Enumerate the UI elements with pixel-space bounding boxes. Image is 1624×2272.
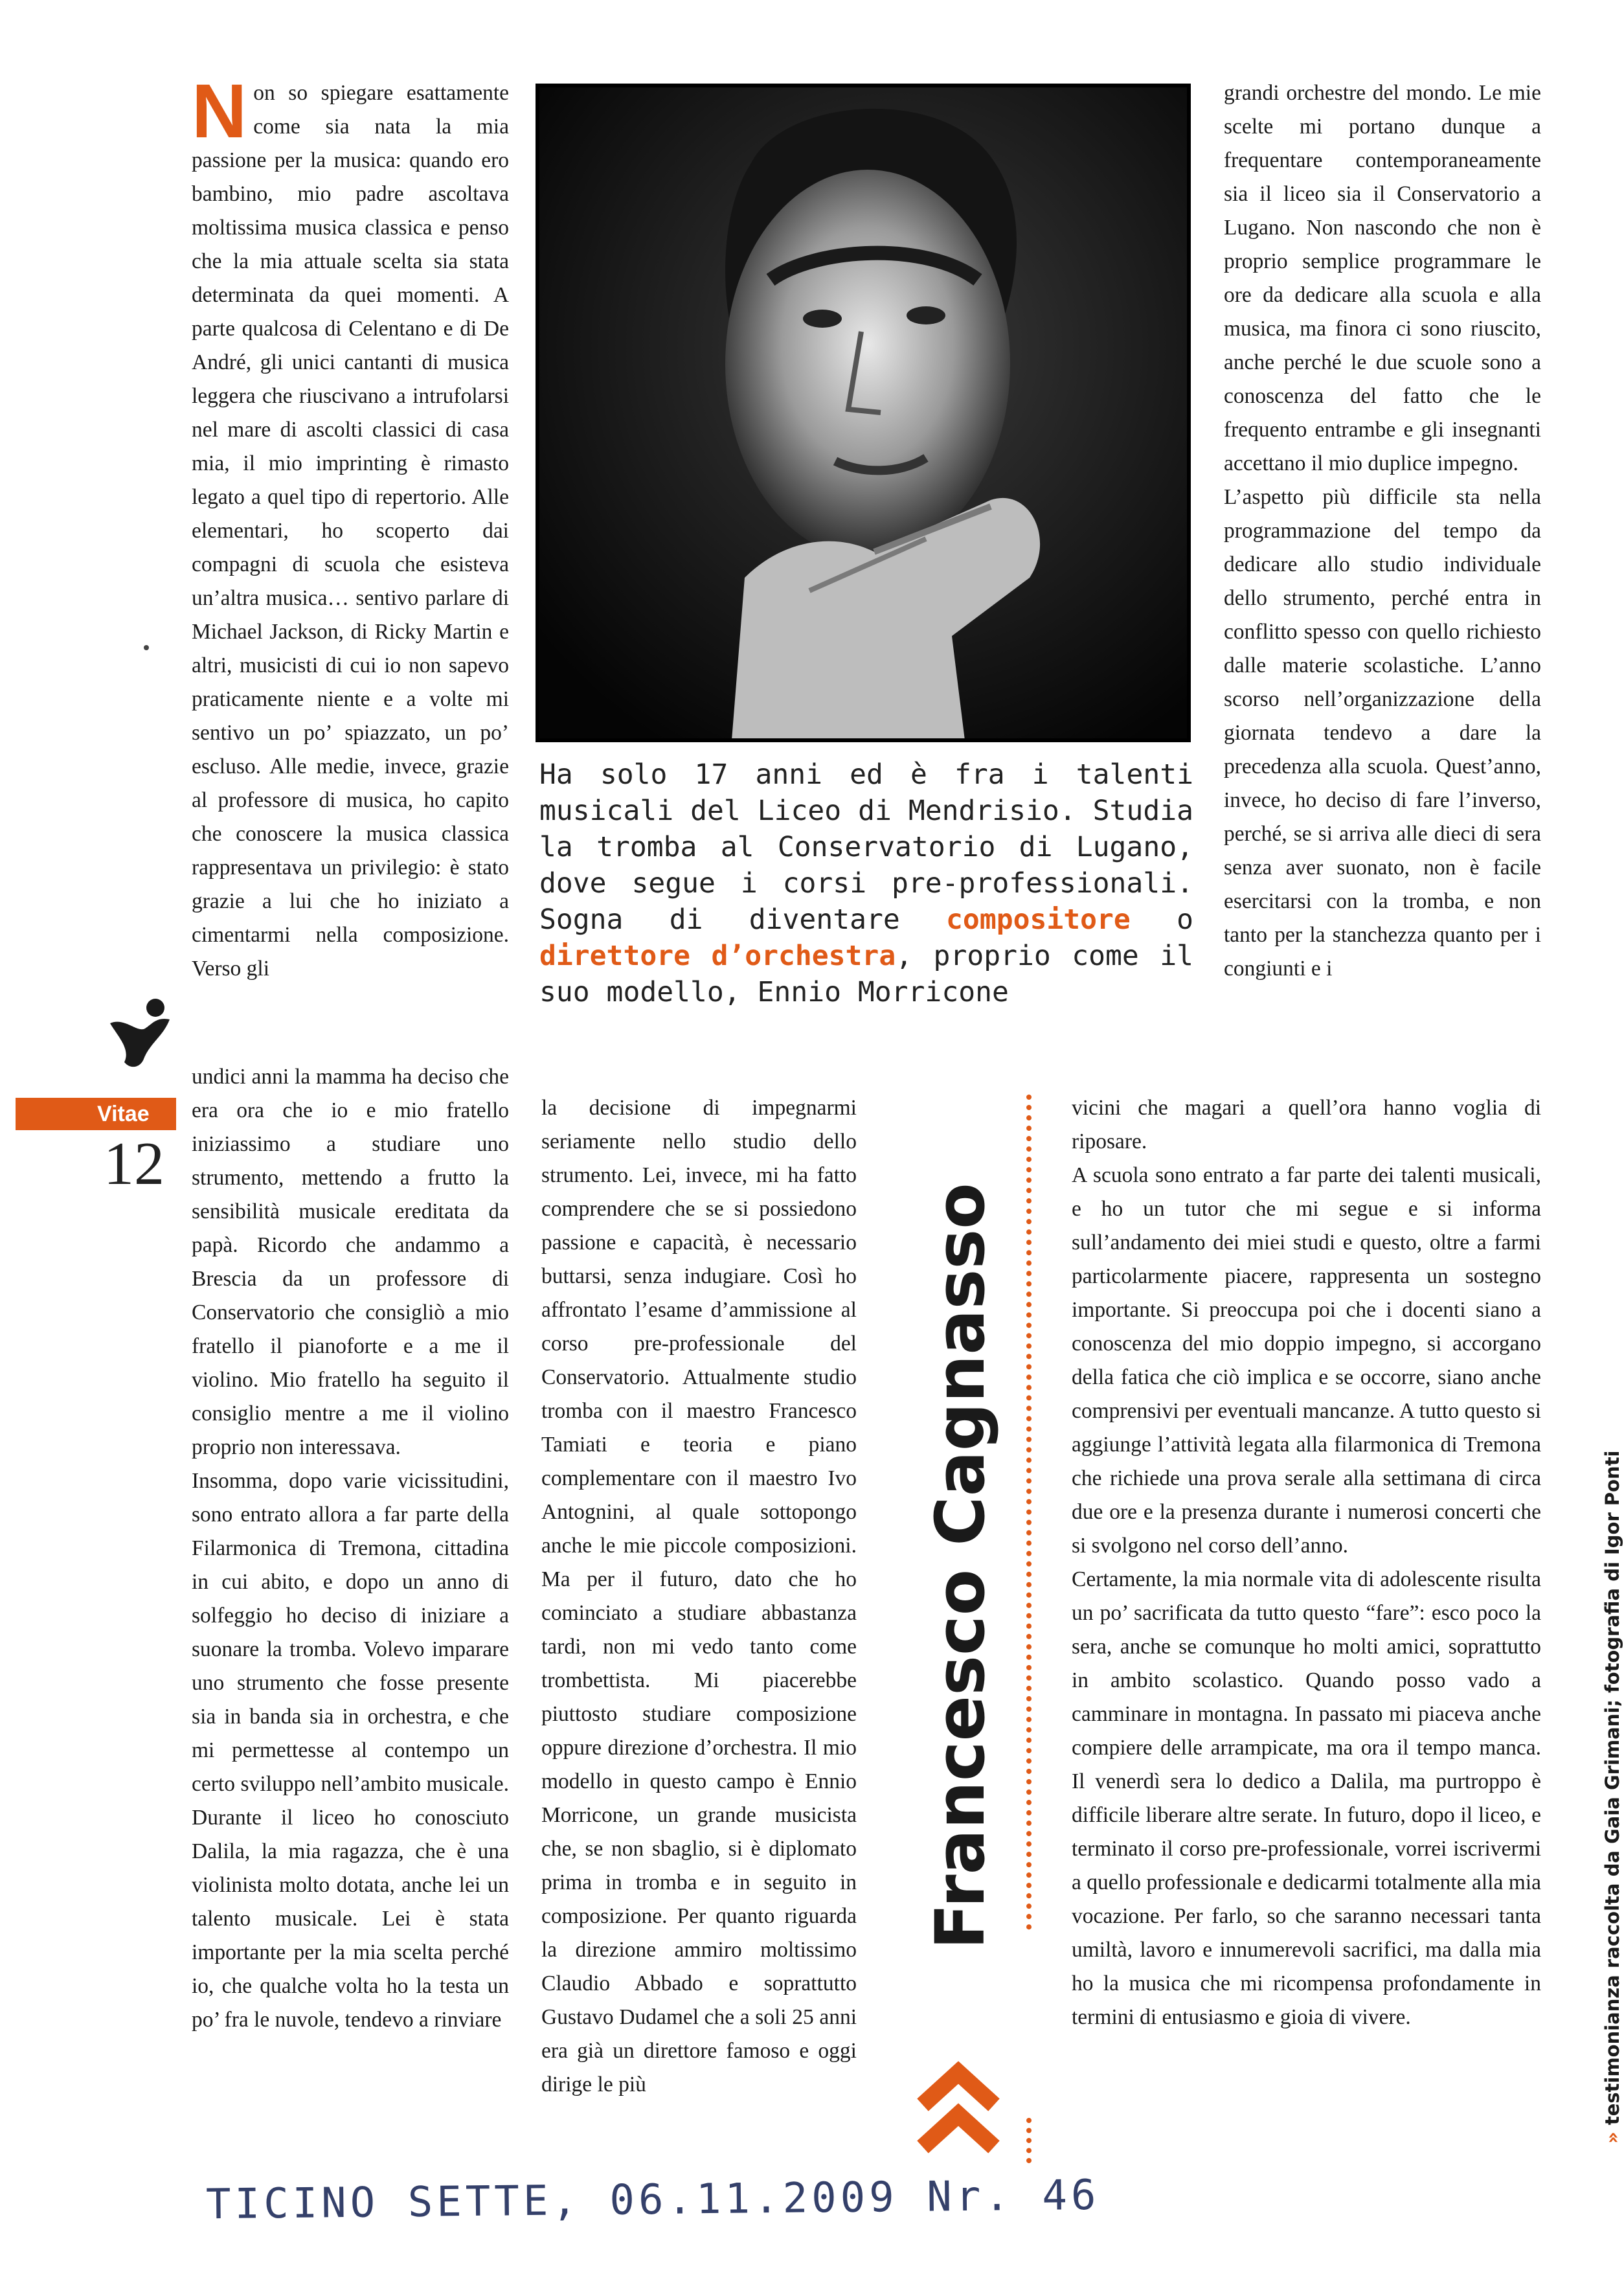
vitae-figure-icon (105, 997, 176, 1072)
print-speck (144, 645, 149, 650)
article-paragraph: A scuola sono entrato a far parte dei talenti musicali, e ho un tutor che mi segue e si informa sull’andamento dei miei studi e questo, oltre a farmi particolarmente piacere, rappresenta un sostegno importante. Si preoccupa poi che i docenti siano a conoscenza del mio doppio impegno, si accorgano della fatica che ciò implica e se occorre, siano anche comprensivi per eventuali mancanze. A tutto questo si aggiunge l’attività legata alla filarmonica di Tremona che richiede una prova serale alla settimana di circa due ore e la presenza durante i numerosi concerti che si svolgono nel corso dell’anno. (1072, 1163, 1541, 1558)
section-bar (16, 1098, 176, 1130)
article-paragraph: L’aspetto più difficile sta nella programmazione del tempo da dedicare allo studio individuale dello strumento, perché entra in conflitto spesso con quello richiesto dalle materie scolastiche. L’anno scorso nell’organizzazione della giornata tendevo a dare la precedenza alla scuola. Quest’anno, invece, ho deciso di fare l’inverso, perché, se si arriva alle dieci di sera senza aver suonato, non è facile esercitarsi con la tromba, e non tanto per la stanchezza quanto per i congiunti e i (1224, 485, 1541, 981)
article-paragraph: undici anni la mamma ha deciso che era ora che io e mio fratello iniziassimo a studiare uno strumento, mettendo a frutto la sensibilità musicale ereditata da papà. Ricordo che andammo a Brescia da un professore di Conservatorio che consigliò a mio fratello il pianoforte e a me il violino. Mio fratello ha seguito il consiglio mentre a me il violino proprio non interessava. (192, 1065, 509, 1459)
highlight-direttore: direttore d’orchestra (539, 940, 896, 972)
standfirst-text: o (1130, 903, 1193, 936)
handwritten-note: TICINO SETTE, 06.11.2009 Nr. 46 (205, 2171, 1100, 2229)
article-column-1 (192, 69, 509, 986)
article-text: on so spiegare esattamente come sia nata la mia passione per la musica: quando ero bambino, mio padre ascoltava moltissima musica classica e penso che la mia attuale scelta sia stata determinata da quei momenti. A parte qualcosa di Celentano e di De André, gli unici cantanti di musica leggera che riuscivano a intrufolarsi nel mare di ascolti classici di casa mia, il mio imprinting è rimasto legato a quel tipo di repertorio. Alle elementari, ho scoperto dai compagni di scuola che esisteva un’altra musica… sentivo parlare di Michael Jackson, di Ricky Martin e altri, musicisti di cui io non sapevo praticamente niente e a volte mi sentivo un po’ spiazzato, un po’ escluso. Alle medie, invece, grazie al professore di musica, ho capito che conoscere la musica classica rappresentava un privilegio: è stato grazie a lui che ho iniziato a cimentarmi nella composizione. Verso gli (192, 81, 509, 981)
credit-text: testimonianza raccolta da Gaia Grimani; fotografia di Igor Ponti (1601, 1450, 1623, 2126)
article-column-2 (541, 1091, 857, 2102)
section-label: Vitae (97, 1102, 150, 1126)
standfirst-intro (539, 756, 1193, 1010)
standfirst-text: , proprio come il suo modello, Ennio Morricone (539, 940, 1193, 1008)
article-paragraph: grandi orchestre del mondo. Le mie scelte mi portano dunque a frequentare contemporaneamente sia il liceo sia il Conservatorio a Lugano. Non nascondo che non è proprio semplice programmare le ore da dedicare alla scuola e alla musica, ma finora ci sono riuscito, anche perché le due scuole sono a conoscenza del fatto che le frequento entrambe e gli insegnanti accettano il mio duplice impegno. (1224, 81, 1541, 475)
standfirst-text: Ha solo 17 anni ed è fra i talenti musicali del Liceo di Mendrisio. Studia la tromba al Conservatorio di Lugano, dove segue i corsi pre-professionali. Sogna di diventare (539, 758, 1193, 936)
photo-credit (1601, 1451, 1624, 2144)
drop-cap: N (192, 69, 247, 154)
article-paragraph (192, 69, 509, 986)
dotted-divider (1026, 1095, 1037, 1930)
article-paragraph: Certamente, la mia normale vita di adolescente risulta un po’ sacrificata da tutto questo “fare”: esco poco la sera, anche se comunque ho molti amici, soprattutto in ambito scolastico. Quando posso vado a camminare in montagna. In passato mi piaceva anche compiere delle arrampicate, ma ora il tempo manca. Il venerdì sera lo dedico a Dalila, ma purtroppo è difficile liberare altre serate. In futuro, dopo il liceo, e terminato il corso pre-professionale, vorrei iscrivermi a quello professionale e dedicarmi totalmente alla mia vocazione. Per farlo, so che saranno necessari tanta umiltà, lavoro e innumerevoli sacrifici, ma dalla mia ho la musica che mi ricompensa profondamente in termini di entusiasmo e gioia di vivere. (1072, 1567, 1541, 2029)
highlight-compositore: compositore (946, 903, 1131, 936)
credit-arrow: » (1601, 2131, 1623, 2144)
article-column-1-continued (192, 1060, 509, 2037)
article-paragraph: vicini che magari a quell’ora hanno voglia di riposare. (1072, 1096, 1541, 1153)
dotted-divider (1026, 2118, 1037, 2163)
article-title: Francesco Cagnasso (921, 1183, 1000, 1949)
article-column-3 (1224, 76, 1541, 986)
portrait-photo (537, 85, 1189, 740)
article-paragraph: la decisione di impegnarmi seriamente nello studio dello strumento. Lei, invece, mi ha fatto comprendere che se si possiedono passione e capacità, è necessario buttarsi, senza indugiare. Così ho affrontato l’esame d’ammissione al corso pre-professionale del Conservatorio. Attualmente studio tromba con il maestro Francesco Tamiati e teoria e piano complementare con il maestro Ivo Antognini, al quale sottopongo anche le mie piccole composizioni. Ma per il futuro, dato che ho cominciato a studiare abbastanza tardi, non mi vedo tanto come trombettista. Mi piacerebbe piuttosto studiare composizione oppure direzione d’orchestra. Il mio modello in questo campo è Ennio Morricone, un grande musicista che, se non sbaglio, si è diplomato prima in tromba e in seguito in composizione. Per quanto riguarda la direzione ammiro moltissimo Claudio Abbado e soprattutto Gustavo Dudamel che a soli 25 anni era già un direttore famoso e oggi dirige le più (541, 1096, 857, 2096)
portrait-photo-icon (537, 85, 1189, 740)
chevron-up-icon (916, 2034, 1000, 2163)
page-number: 12 (104, 1130, 164, 1198)
article-column-3-continued (1072, 1091, 1541, 2034)
article-paragraph: Insomma, dopo varie vicissitudini, sono entrato allora a far parte della Filarmonica di Tremona, cittadina in cui abito, e dopo un anno di solfeggio ho deciso di iniziare a suonare la tromba. Volevo imparare uno strumento che fosse presente sia in banda sia in orchestra, e che mi permettesse al contempo un certo sviluppo nell’ambito musicale. Durante il liceo ho conosciuto Dalila, la mia ragazza, che è una violinista molto dotata, anche lei un talento musicale. Lei è stata importante per la mia scelta perché io, che qualche volta ho la testa un po’ fra le nuvole, tendevo a rinviare (192, 1469, 509, 2032)
